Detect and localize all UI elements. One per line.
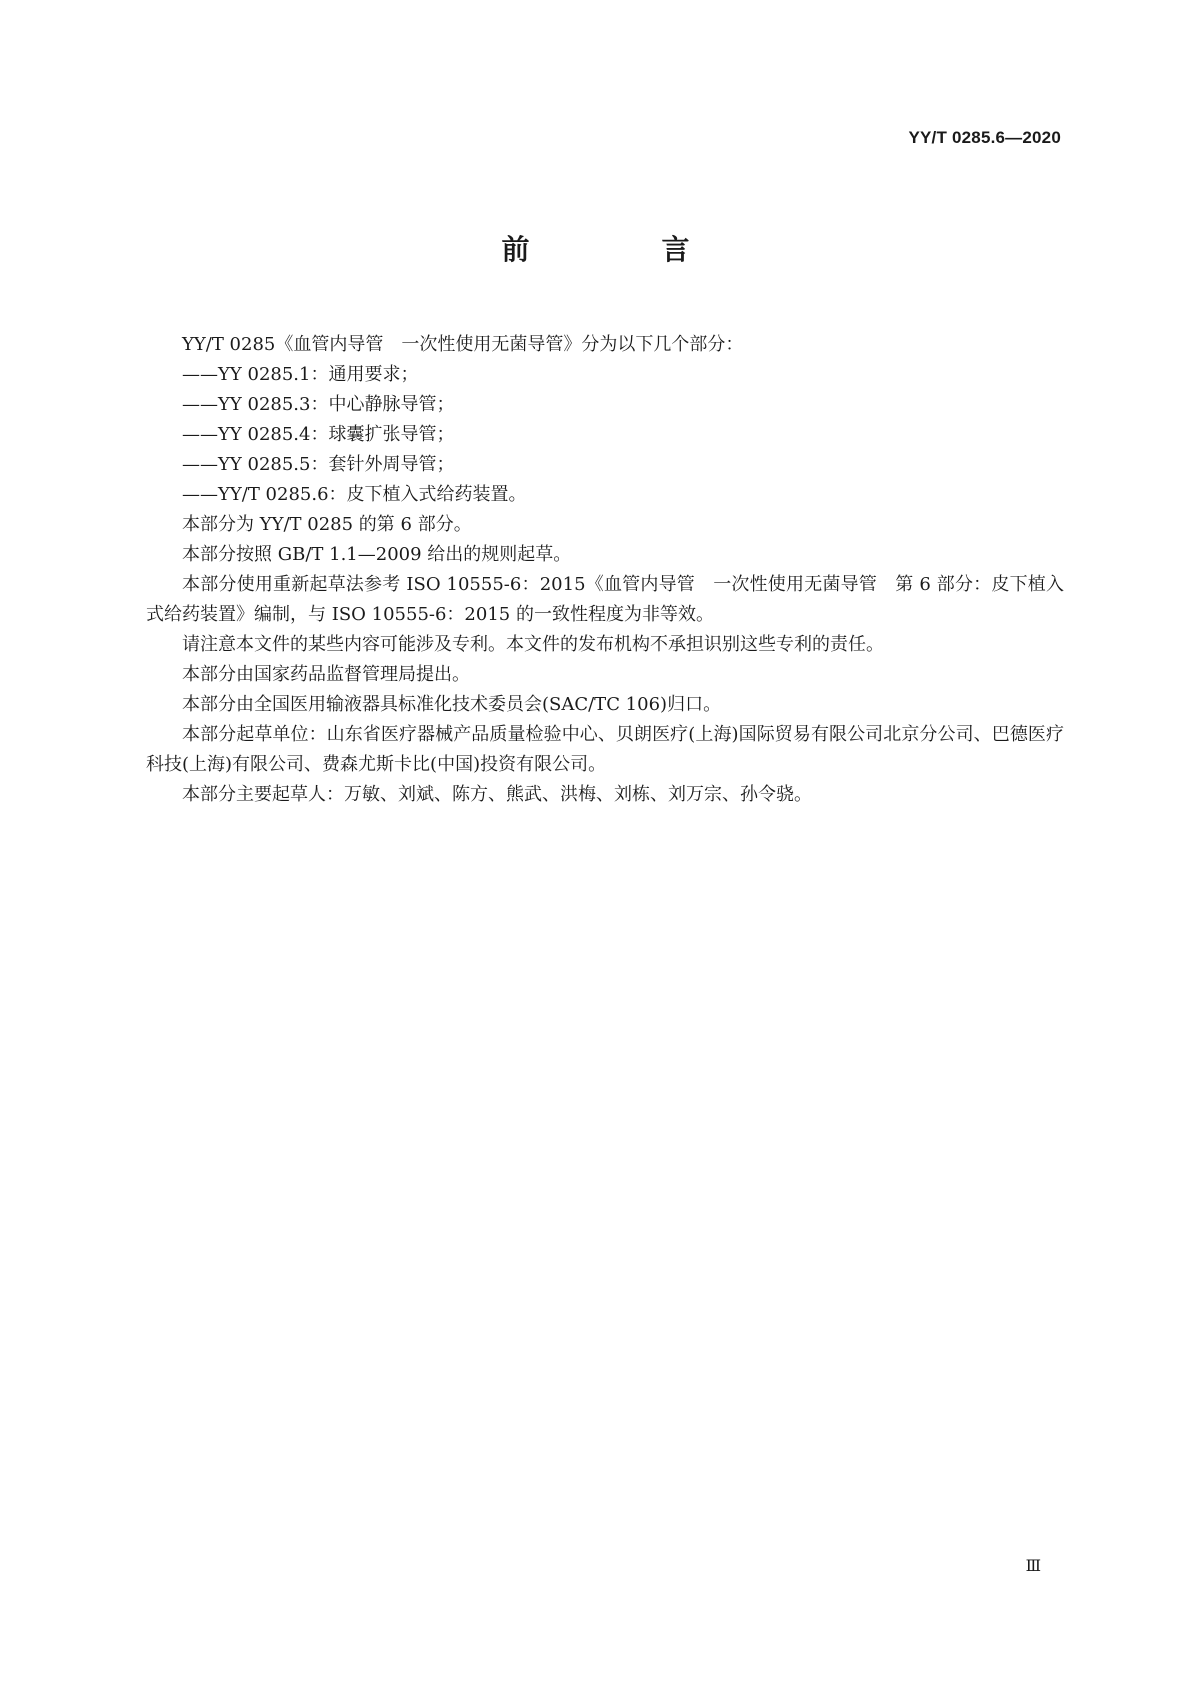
paragraph-drafting-rules: 本部分按照 GB/T 1.1—2009 给出的规则起草。 (182, 544, 572, 565)
paragraph-drafters: 本部分主要起草人：万敏、刘斌、陈方、熊武、洪梅、刘栋、刘万宗、孙令骁。 (182, 784, 812, 805)
paragraph-proposer: 本部分由国家药品监督管理局提出。 (182, 664, 470, 685)
list-item-part-3: ——YY 0285.3：中心静脉导管； (182, 394, 455, 415)
paragraph-parts-intro: YY/T 0285《血管内导管 一次性使用无菌导管》分为以下几个部分： (182, 334, 744, 355)
list-item-part-1: ——YY 0285.1：通用要求； (182, 364, 419, 385)
paragraph-drafting-units: 本部分起草单位：山东省医疗器械产品质量检验中心、贝朗医疗(上海)国际贸易有限公司北京分公司、巴德医疗科技(上海)有限公司、费森尤斯卡比(中国)投资有限公司。 (146, 724, 1064, 775)
paragraph-committee: 本部分由全国医用输液器具标准化技术委员会(SAC/TC 106)归口。 (182, 694, 722, 715)
paragraph-patent-notice: 请注意本文件的某些内容可能涉及专利。本文件的发布机构不承担识别这些专利的责任。 (182, 634, 884, 655)
page-number: Ⅲ (1025, 1558, 1041, 1575)
list-item-part-4: ——YY 0285.4：球囊扩张导管； (182, 424, 455, 445)
list-item-part-6: ——YY/T 0285.6：皮下植入式给药装置。 (182, 484, 527, 505)
paragraph-part-number: 本部分为 YY/T 0285 的第 6 部分。 (182, 514, 472, 535)
foreword-body (146, 330, 1064, 810)
page-title: 前 言 (501, 233, 742, 266)
list-item-part-5: ——YY 0285.5：套针外周导管； (182, 454, 455, 475)
paragraph-iso-reference: 本部分使用重新起草法参考 ISO 10555-6：2015《血管内导管 一次性使用无菌导管 第 6 部分：皮下植入式给药装置》编制，与 ISO 10555-6：2015 的一致性程度为非等效。 (146, 574, 1064, 625)
document-code: YY/T 0285.6—2020 (908, 128, 1061, 147)
